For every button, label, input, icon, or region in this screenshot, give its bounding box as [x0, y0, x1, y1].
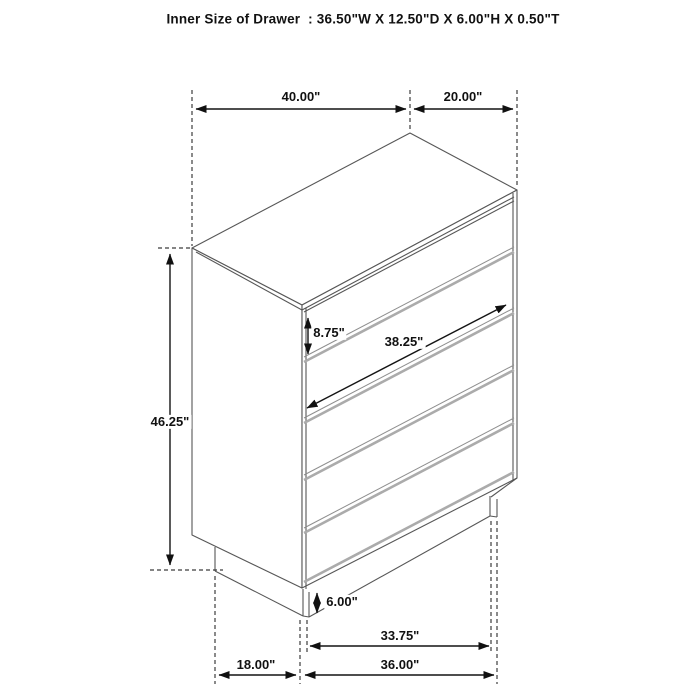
front-right-leg-bottom	[490, 516, 497, 517]
cabinet-outline	[192, 133, 517, 617]
dim-label-top-depth: 20.00"	[443, 88, 483, 104]
dim-label-drawer-width: 38.25"	[384, 333, 424, 349]
cabinet-left-face	[192, 248, 302, 588]
dim-label-leg-height: 6.00"	[326, 593, 358, 609]
dim-label-leg-span-inner: 33.75"	[380, 627, 420, 643]
dim-label-base-side-depth: 18.00"	[236, 656, 276, 672]
front-left-leg-bottom	[303, 616, 309, 617]
dim-label-base-front-width: 36.00"	[380, 656, 420, 672]
dim-label-overall-height: 46.25"	[150, 413, 190, 429]
dim-label-drawer-face: 8.75"	[313, 324, 345, 340]
dim-label-top-width: 40.00"	[281, 88, 321, 104]
diagram-title: Inner Size of Drawer : 36.50"W X 12.50"D X 6.00"H X 0.50"T	[166, 11, 560, 27]
